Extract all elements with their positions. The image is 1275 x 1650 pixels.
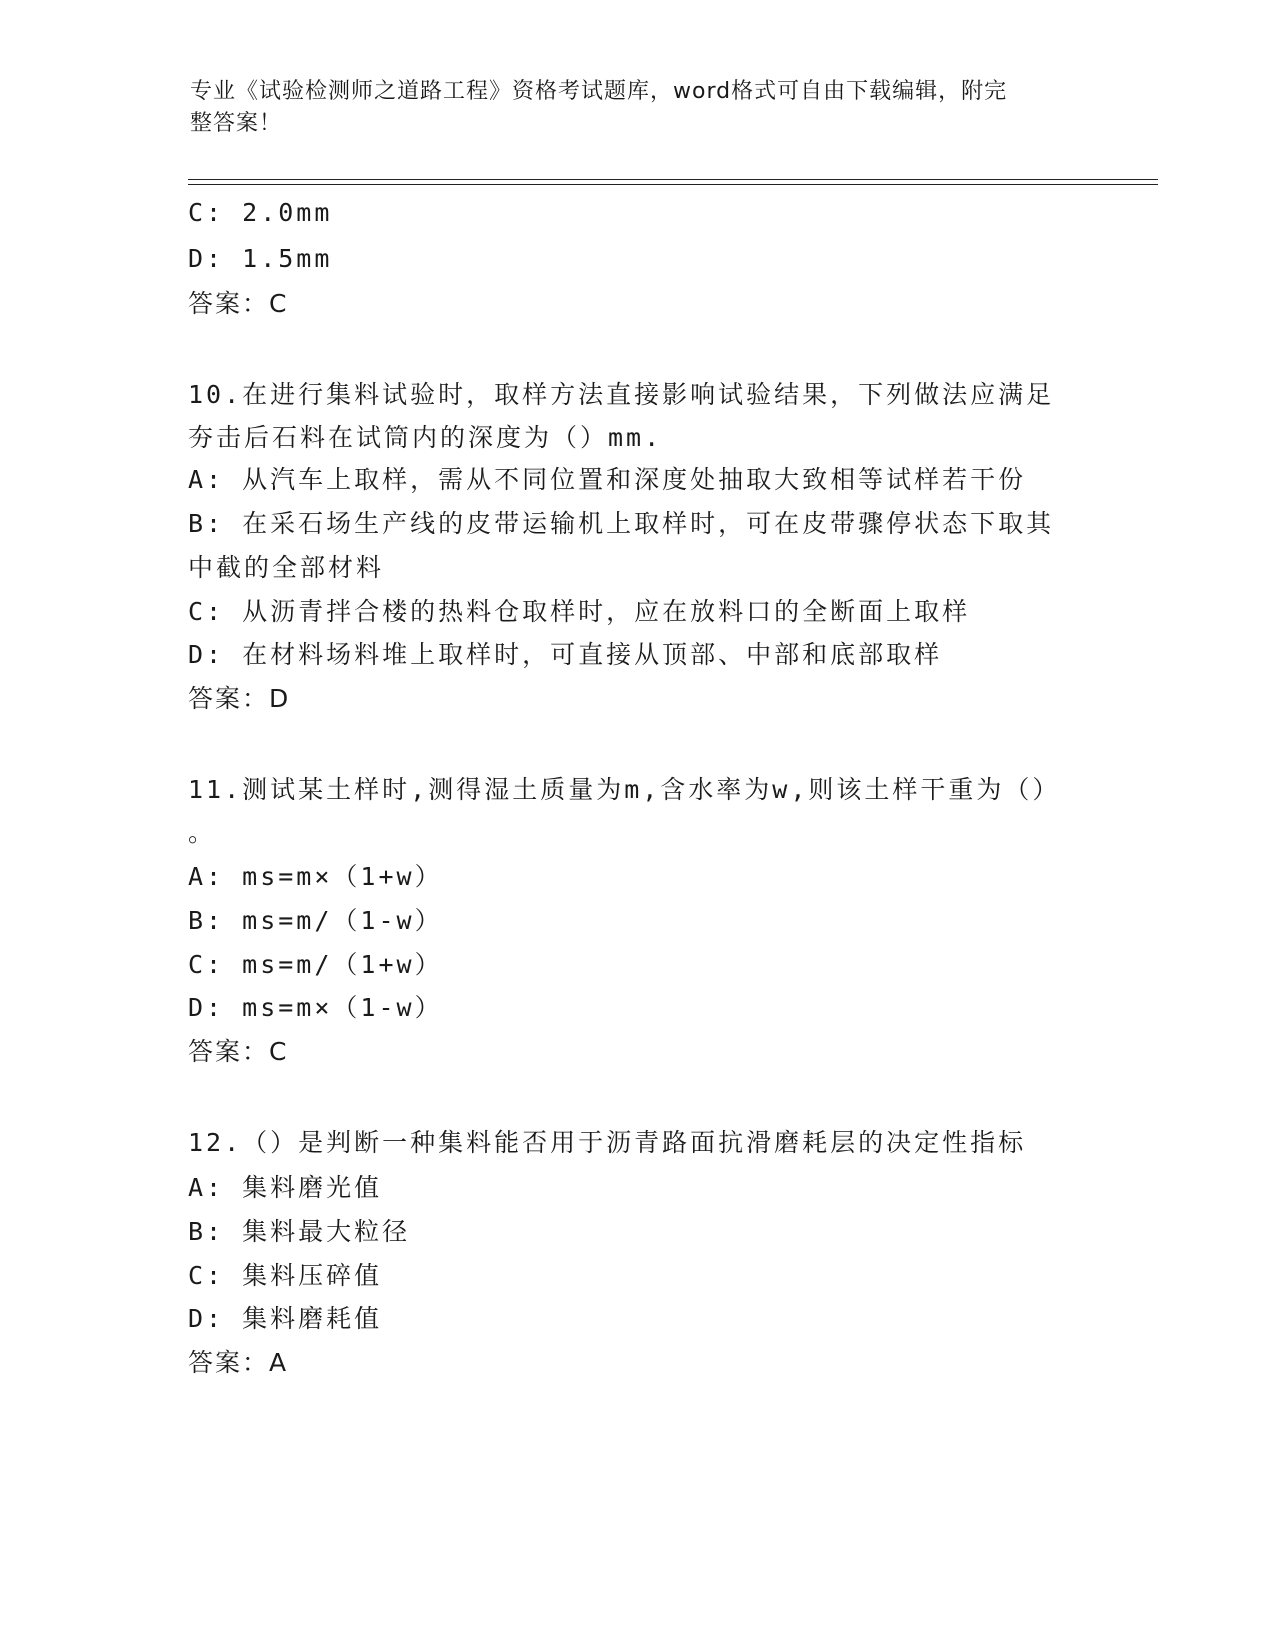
spacer: [188, 722, 1088, 767]
question-11: [188, 767, 1088, 1075]
question-12: [188, 1120, 1088, 1386]
question-stem: 10.在进行集料试验时，取样方法直接影响试验结果，下列做法应满足: [188, 379, 1055, 409]
spacer: [188, 327, 1088, 372]
answer-line: 答案：A: [188, 1348, 289, 1377]
option-d: D: 集料磨耗值: [188, 1304, 383, 1333]
previous-question: [188, 190, 1088, 327]
option-b: B: ms=m/（1-w）: [188, 905, 443, 935]
header-divider-bottom: [188, 184, 1158, 185]
option-a: A: 从汽车上取样，需从不同位置和深度处抽取大致相等试样若干份: [188, 465, 1027, 494]
header-divider-top: [188, 179, 1158, 180]
answer-line: 答案：C: [188, 289, 289, 318]
option-a: A: 集料磨光值: [188, 1173, 383, 1202]
option-c: C: 2.0mm: [188, 198, 333, 227]
option-c: C: 从沥青拌合楼的热料仓取样时，应在放料口的全断面上取样: [188, 596, 971, 626]
spacer: [188, 1075, 1088, 1120]
header-line-2: 整答案！: [190, 111, 283, 136]
question-stem: 11.测试某土样时,测得湿土质量为m,含水率为w,则该土样干重为（）: [188, 774, 1061, 804]
question-stem: 夯击后石料在试筒内的深度为（）mm.: [188, 423, 663, 452]
option-d: D: 1.5mm: [188, 243, 333, 273]
question-content: [188, 190, 1088, 1386]
option-b: B: 在采石场生产线的皮带运输机上取样时，可在皮带骤停状态下取其: [188, 509, 1055, 538]
option-c: C: 集料压碎值: [188, 1260, 383, 1290]
question-stem: 。: [188, 818, 217, 847]
header-line-1: 专业《试验检测师之道路工程》资格考试题库，word格式可自由下载编辑，附完: [190, 79, 1008, 104]
answer-line: 答案：C: [188, 1037, 289, 1066]
option-d: D: 在材料场料堆上取样时，可直接从顶部、中部和底部取样: [188, 640, 943, 669]
question-10: [188, 372, 1088, 722]
option-b-continued: 中截的全部材料: [188, 552, 385, 582]
document-header: [190, 76, 1070, 140]
answer-line: 答案：D: [188, 684, 291, 713]
option-c: C: ms=m/（1+w）: [188, 949, 443, 979]
question-stem: 12.（）是判断一种集料能否用于沥青路面抗滑磨耗层的决定性指标: [188, 1127, 1027, 1157]
option-d: D: ms=m×（1-w）: [188, 993, 443, 1022]
option-b: B: 集料最大粒径: [188, 1216, 411, 1246]
option-a: A: ms=m×（1+w）: [188, 862, 443, 891]
